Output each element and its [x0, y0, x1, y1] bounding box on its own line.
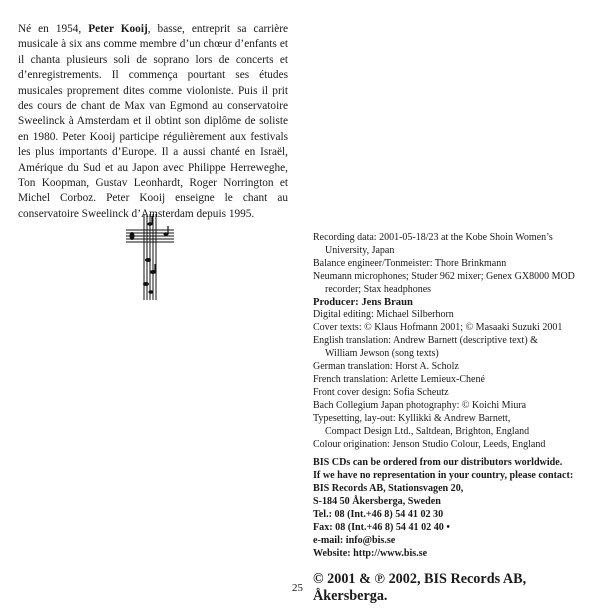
address-line-1: BIS Records AB, Stationsvagen 20, — [313, 483, 464, 495]
orders-line-2: If we have no representation in your country, please contact: — [313, 470, 574, 482]
copyright-line-2: Åkersberga. — [313, 587, 388, 604]
fax: Fax: 08 (Int.+46 8) 54 41 02 40 • — [313, 521, 450, 533]
balance-engineer: Balance engineer/Tonmeister: Thore Brinkmann — [313, 257, 507, 269]
typesetting-cont: Compact Design Ltd., Saltdean, Brighton, England — [325, 425, 530, 437]
telephone: Tel.: 08 (Int.+46 8) 54 41 02 30 — [313, 509, 444, 521]
recording-data-cont: University, Japan — [325, 244, 395, 256]
english-translation-cont: William Jewson (song texts) — [325, 348, 439, 360]
singer-name: Peter Kooij — [88, 23, 148, 35]
microphones: Neumann microphones; Studer 962 mixer; Genex GX8000 MOD — [313, 270, 575, 282]
front-cover-design: Front cover design: Sofia Scheutz — [313, 386, 449, 398]
production-credits — [313, 232, 583, 605]
cover-texts: Cover texts: © Klaus Hofmann 2001; © Masaaki Suzuki 2001 — [313, 322, 563, 334]
page-number: 25 — [292, 582, 303, 594]
website: Website: http://www.bis.se — [313, 547, 428, 559]
ordering-info — [313, 457, 583, 560]
english-translation: English translation: Andrew Barnett (descriptive text) & — [313, 335, 538, 347]
photography-credit: Bach Collegium Japan photography: © Koichi Miura — [313, 399, 527, 411]
recording-data: Recording data: 2001-05-18/23 at the Kobe Shoin Women’s — [313, 232, 553, 243]
german-translation: German translation: Horst A. Scholz — [313, 361, 459, 373]
french-translation: French translation: Arlette Lemieux-Chené — [313, 373, 485, 385]
bio-lead: Né en 1954, — [18, 23, 82, 35]
copyright-notice — [313, 571, 583, 605]
email: e-mail: info@bis.se — [313, 534, 396, 546]
copyright-line-1: © 2001 & ℗ 2002, BIS Records AB, — [313, 570, 527, 587]
colour-origination: Colour origination: Jenson Studio Colour, Leeds, England — [313, 438, 546, 450]
address-line-2: S-184 50 Åkersberga, Sweden — [313, 496, 441, 508]
orders-line-1: BIS CDs can be ordered from our distributors worldwide. — [313, 457, 563, 469]
microphones-cont: recorder; Stax headphones — [325, 283, 432, 295]
producer: Producer: Jens Braun — [313, 296, 413, 308]
digital-editing: Digital editing: Michael Silberhorn — [313, 309, 454, 321]
biography-paragraph — [18, 22, 288, 222]
cross-music-emblem-icon — [122, 214, 176, 300]
bio-text: , basse, entreprit sa carrière musicale à six ans comme membre d’un chœur d’enfants et il chanta plusieurs soli de soprano lors de concerts et d’enregistrements. Il commença pourtant ses études musicales proprement dites comme violoniste. Puis il prit des cours de chant de Max van Egmond au conservatoire Sweelinck à Amsterdam et il obtint son diplôme de soliste en 1980. Peter Kooij participe régulièrement aux festivals les plus importants d’Europe. Il a aussi chanté en Israël, Amérique du Sud et au Japon avec Philippe Herreweghe, Ton Koopman, Gustav Leonhardt, Roger Norrington et Michel Corboz. Peter Kooij enseigne le chant au conservatoire Sweelinck d’Amsterdam depuis 1995. — [18, 23, 288, 220]
typesetting: Typesetting, lay-out: Kyllikki & Andrew Barnett, — [313, 412, 511, 424]
